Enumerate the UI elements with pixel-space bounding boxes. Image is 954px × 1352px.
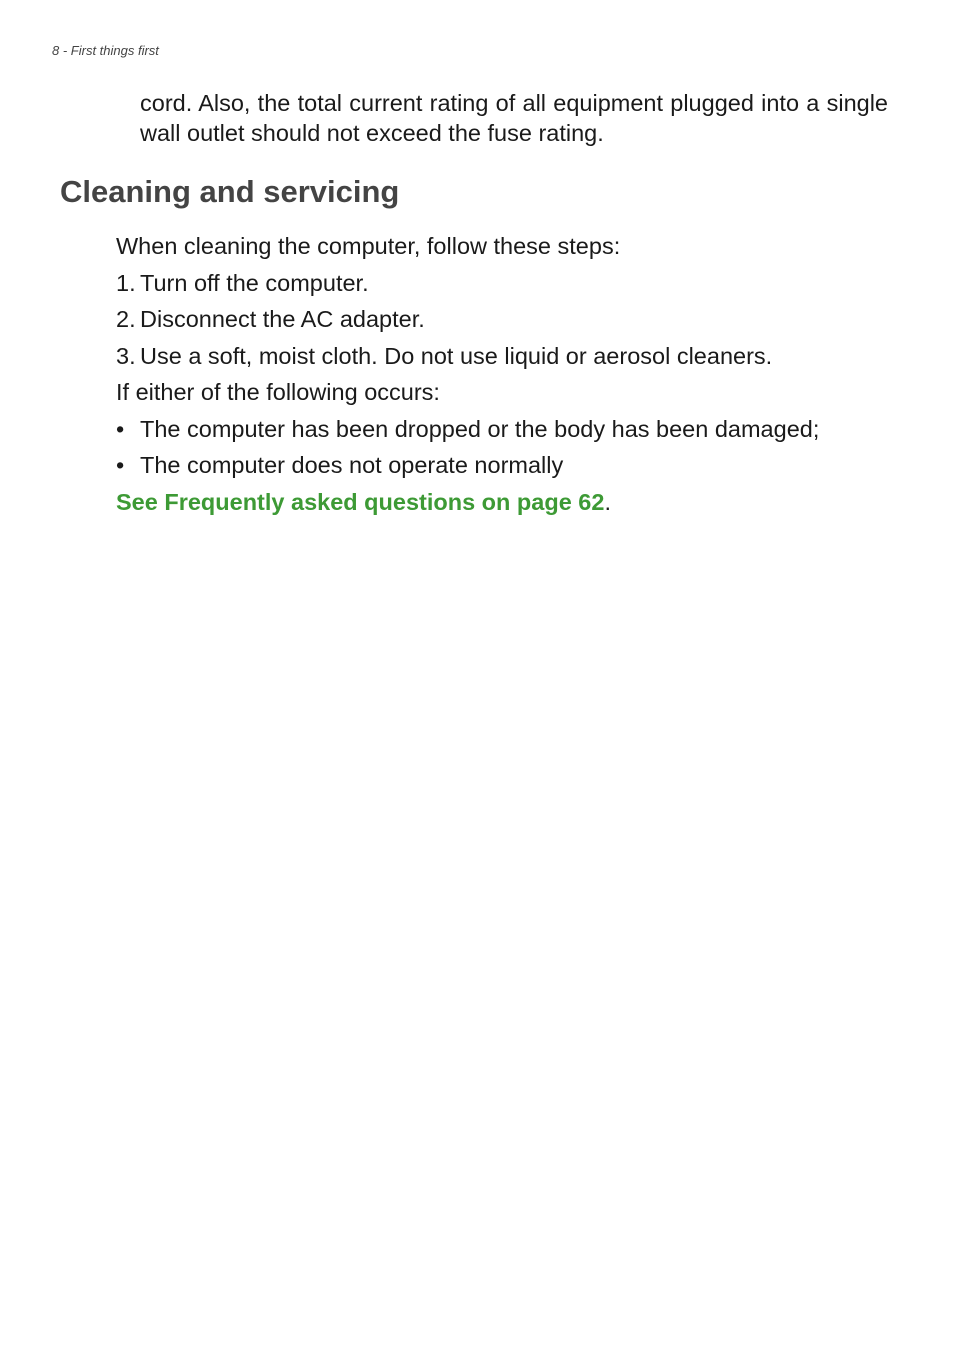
step-item — [116, 268, 896, 298]
faq-link[interactable]: See Frequently asked questions on page 62 — [116, 488, 605, 515]
bullet-icon: • — [116, 452, 125, 478]
conditions-intro: If either of the following occurs: — [116, 379, 440, 405]
section-title: Cleaning and servicing — [60, 174, 400, 209]
step-text: Turn off the computer. — [140, 269, 369, 296]
condition-item — [116, 450, 896, 480]
conditions-list — [116, 414, 896, 481]
section-body — [116, 231, 896, 523]
steps-list — [116, 268, 896, 371]
step-text: Disconnect the AC adapter. — [140, 306, 425, 332]
condition-item — [116, 414, 896, 444]
condition-text: The computer does not operate normally — [140, 452, 564, 478]
step-number: 2. — [116, 306, 136, 332]
see-also-line — [116, 487, 896, 517]
see-also-trailing: . — [604, 488, 611, 515]
running-header: 8 - First things first — [52, 43, 159, 58]
step-item — [116, 304, 896, 334]
step-text: Use a soft, moist cloth. Do not use liquid or aerosol cleaners. — [140, 342, 773, 369]
continuation-paragraph: cord. Also, the total current rating of all equipment plugged into a single wall outlet should not exceed the fuse rating. — [140, 90, 888, 146]
step-item — [116, 341, 896, 371]
step-number: 1. — [116, 269, 136, 296]
steps-intro: When cleaning the computer, follow these steps: — [116, 233, 621, 259]
bullet-icon: • — [116, 415, 125, 442]
step-number: 3. — [116, 342, 136, 369]
condition-text: The computer has been dropped or the body has been damaged; — [140, 415, 820, 442]
